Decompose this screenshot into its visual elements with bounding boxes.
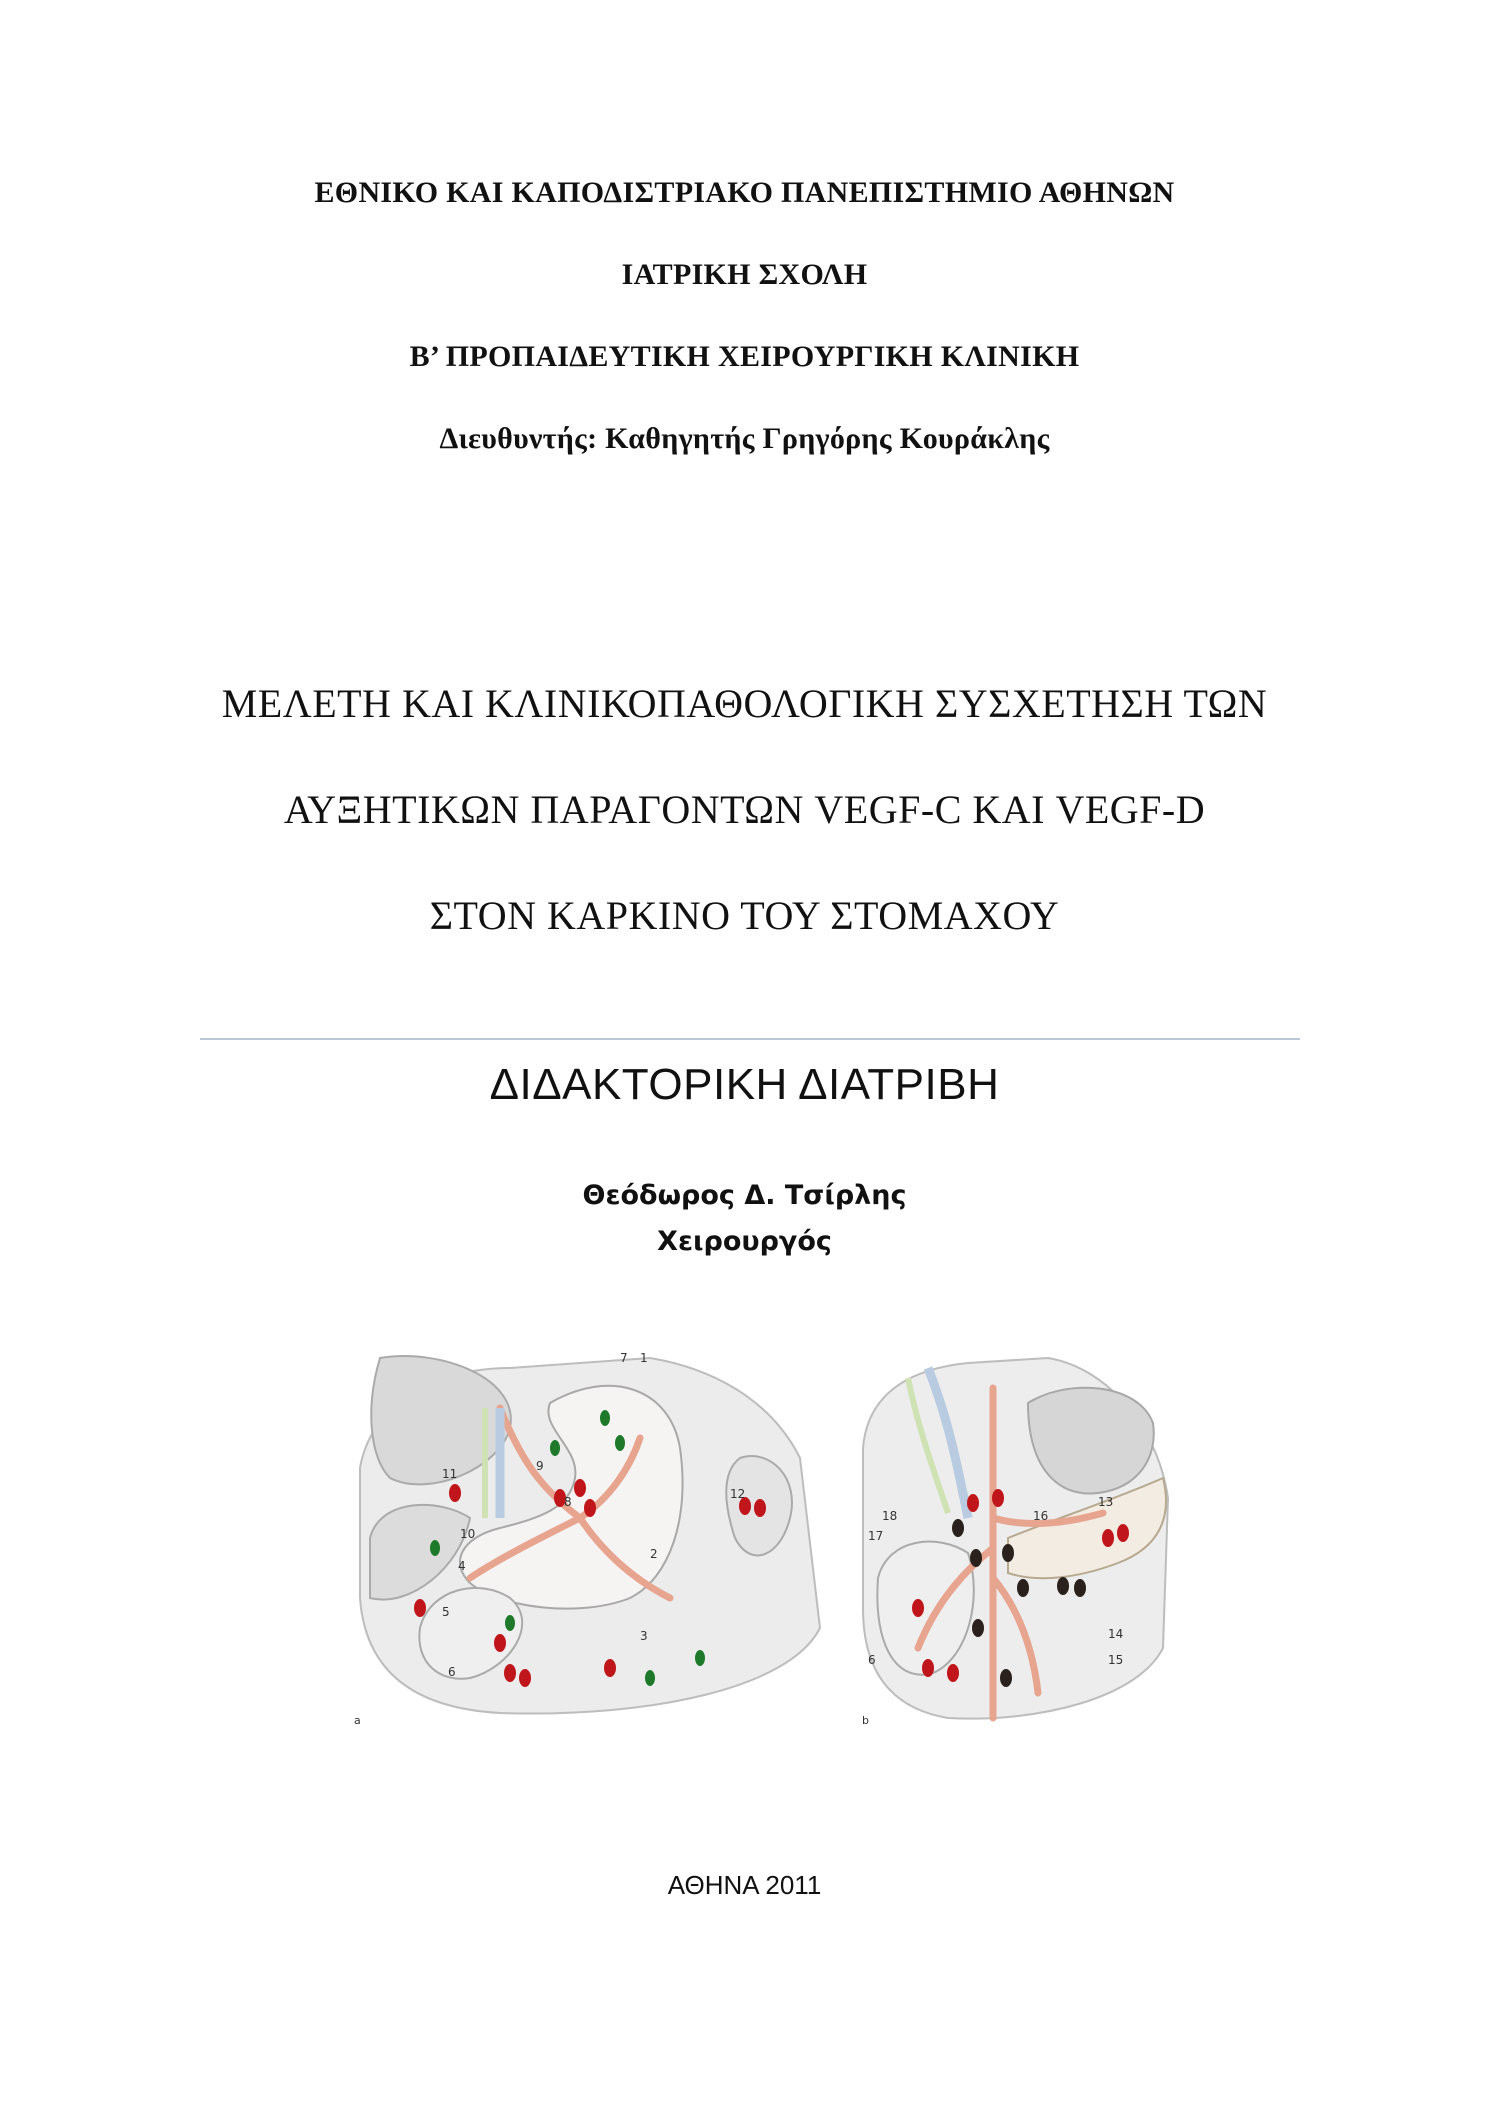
figure-b-number: 18 <box>882 1509 898 1523</box>
figure-a-number: 5 <box>442 1605 450 1619</box>
director-line: Διευθυντής: Καθηγητής Γρηγόρης Κουράκλης <box>439 422 1050 455</box>
figure-a-number: 8 <box>564 1495 572 1509</box>
figure-b-number: 13 <box>1098 1495 1114 1509</box>
figure-b-panel-label: b <box>862 1714 869 1727</box>
school-name: ΙΑΤΡΙΚΗ ΣΧΟΛΗ <box>621 258 868 291</box>
anatomy-figure-b <box>858 1348 1178 1728</box>
figure-a-panel-label: a <box>354 1714 361 1727</box>
figure-a-number: 7 <box>620 1351 628 1365</box>
place-and-year: ΑΘΗΝΑ 2011 <box>667 1870 822 1900</box>
figure-b-number: 6 <box>868 1653 876 1667</box>
anatomy-figure-a <box>350 1348 830 1728</box>
university-name: ΕΘΝΙΚΟ ΚΑΙ ΚΑΠΟΔΙΣΤΡΙΑΚΟ ΠΑΝΕΠΙΣΤΗΜΙΟ ΑΘΗΝΩΝ <box>314 176 1175 209</box>
figure-b-number: 15 <box>1108 1653 1124 1667</box>
thesis-title-line-3: ΣΤΟΝ ΚΑΡΚΙΝΟ ΤΟΥ ΣΤΟΜΑΧΟΥ <box>429 893 1060 938</box>
figure-a-number: 6 <box>448 1665 456 1679</box>
figure-a-number: 2 <box>650 1547 658 1561</box>
figure-b-number: 17 <box>868 1529 884 1543</box>
figure-a-number: 12 <box>730 1487 746 1501</box>
thesis-title-line-2: ΑΥΞΗΤΙΚΩΝ ΠΑΡΑΓΟΝΤΩΝ VEGF-C ΚΑΙ VEGF-D <box>283 787 1206 832</box>
thesis-title-line-1: ΜΕΛΕΤΗ ΚΑΙ ΚΛΙΝΙΚΟΠΑΘΟΛΟΓΙΚΗ ΣΥΣΧΕΤΗΣΗ ΤΩΝ <box>221 681 1268 726</box>
title-divider <box>200 1038 1300 1040</box>
figure-b-number: 14 <box>1108 1627 1124 1641</box>
author-role: Χειρουργός <box>657 1226 832 1257</box>
figure-b-number: 16 <box>1033 1509 1049 1523</box>
figure-a-number: 11 <box>442 1467 458 1481</box>
clinic-name: Β’ ΠΡΟΠΑΙΔΕΥΤΙΚΗ ΧΕΙΡΟΥΡΓΙΚΗ ΚΛΙΝΙΚΗ <box>409 340 1080 373</box>
thesis-type: ΔΙΔΑΚΤΟΡΙΚΗ ΔΙΑΤΡΙΒΗ <box>489 1060 1000 1109</box>
figure-a-number: 1 <box>640 1351 648 1365</box>
figure-a-number: 4 <box>458 1559 466 1573</box>
figure-a-number: 10 <box>460 1527 476 1541</box>
author-name: Θεόδωρος Δ. Τσίρλης <box>582 1180 907 1211</box>
figure-a-number: 3 <box>640 1629 648 1643</box>
figure-a-number: 9 <box>536 1459 544 1473</box>
